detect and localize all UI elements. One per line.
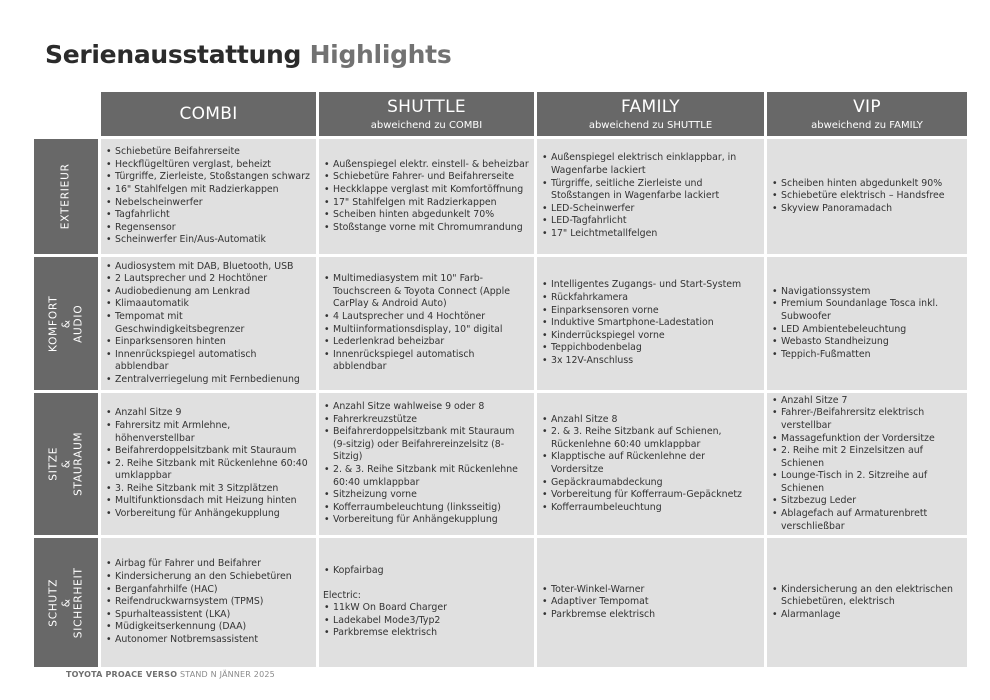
feature-item: • Anzahl Sitze 8 [541, 414, 760, 427]
feature-item: • Fahrersitz mit Armlehne, höhenverstellbar [105, 420, 312, 445]
footer-stand: STAND N JÄNNER 2025 [179, 670, 275, 679]
feature-item: • Tempomat mit Geschwindigkeitsbegrenzer [105, 311, 312, 336]
cell-komfort-audio-vip [767, 257, 967, 390]
cell-exterieur-combi [101, 139, 316, 254]
feature-item: • Innenrückspiegel automatisch abblendbar [323, 349, 530, 374]
column-header-vip [767, 92, 967, 136]
feature-item: • Beifahrerdoppelsitzbank mit Stauraum [105, 445, 312, 458]
row-label-line: KOMFORT [47, 295, 60, 352]
feature-item: • Beifahrerdoppelsitzbank mit Stauraum (9-sitzig) oder Beifahrereinzelsitz (8-Sitzig) [323, 426, 530, 464]
row-label-line: & [59, 598, 72, 607]
feature-item: • Außenspiegel elektrisch einklappbar, in Wagenfarbe lackiert [541, 152, 760, 177]
column-title: FAMILY [621, 96, 680, 117]
feature-item: • Fahrerkreuzstütze [323, 414, 530, 427]
cell-schutz-sicherheit-combi [101, 538, 316, 667]
feature-item: • Türgriffe, seitliche Zierleiste und Stoßstangen in Wagenfarbe lackiert [541, 178, 760, 203]
column-title: VIP [853, 96, 881, 117]
feature-item: • Autonomer Notbremsassistent [105, 634, 312, 647]
feature-item: • Airbag für Fahrer und Beifahrer [105, 558, 312, 571]
feature-item: • 2. & 3. Reihe Sitzbank mit Rückenlehne 60:40 umklappbar [323, 464, 530, 489]
row-label-line: SICHERHEIT [72, 567, 85, 638]
feature-list [323, 273, 530, 374]
feature-item: • Multiinformationsdisplay, 10" digital [323, 324, 530, 337]
feature-item: • Einparksensoren vorne [541, 305, 760, 318]
feature-item: • Rückfahrkamera [541, 292, 760, 305]
cell-komfort-audio-family [537, 257, 764, 390]
column-header-combi [101, 92, 316, 136]
feature-item: • Navigationssystem [771, 286, 963, 299]
feature-list [541, 152, 760, 240]
feature-item: • Zentralverriegelung mit Fernbedienung [105, 374, 312, 387]
feature-item: • Intelligentes Zugangs- und Start-System [541, 279, 760, 292]
feature-item: • Alarmanlage [771, 609, 963, 622]
feature-list [105, 261, 312, 387]
cell-sitze-stauraum-shuttle [319, 393, 534, 535]
feature-item: • Parkbremse elektrisch [541, 609, 760, 622]
feature-item: • Induktive Smartphone-Ladestation [541, 317, 760, 330]
row-label-text [47, 567, 85, 638]
feature-item: • Audiobedienung am Lenkrad [105, 286, 312, 299]
feature-item: • Vorbereitung für Kofferraum-Gepäcknetz [541, 489, 760, 502]
page-footer [66, 670, 275, 679]
feature-item: • Türgriffe, Zierleiste, Stoßstangen schwarz [105, 171, 312, 184]
feature-item: • LED Ambientebeleuchtung [771, 324, 963, 337]
feature-item: • Ablagefach auf Armaturenbrett verschließbar [771, 508, 963, 533]
cell-exterieur-vip [767, 139, 967, 254]
column-title: SHUTTLE [387, 96, 466, 117]
feature-list [771, 584, 963, 622]
cell-sitze-stauraum-combi [101, 393, 316, 535]
feature-item: • Berganfahrhilfe (HAC) [105, 584, 312, 597]
feature-item: • Parkbremse elektrisch [323, 627, 530, 640]
row-label-line: & [59, 459, 72, 469]
feature-item: • Vorbereitung für Anhängekupplung [323, 514, 530, 527]
feature-item: • Schiebetüre Beifahrerseite [105, 146, 312, 159]
row-label-line: SITZE [47, 447, 60, 482]
feature-item: • Kofferraumbeleuchtung (linksseitig) [323, 502, 530, 515]
feature-item: • Müdigkeitserkennung (DAA) [105, 621, 312, 634]
row-label-text [60, 164, 73, 230]
feature-item: • Nebelscheinwerfer [105, 197, 312, 210]
cell-sitze-stauraum-family [537, 393, 764, 535]
feature-item: • Reifendruckwarnsystem (TPMS) [105, 596, 312, 609]
feature-item: • 2. Reihe mit 2 Einzelsitzen auf Schienen [771, 445, 963, 470]
feature-item: • Anzahl Sitze 9 [105, 407, 312, 420]
feature-item: • Scheinwerfer Ein/Aus-Automatik [105, 234, 312, 247]
column-header-family [537, 92, 764, 136]
feature-item: • Spurhalteassistent (LKA) [105, 609, 312, 622]
electric-heading: Electric: [323, 589, 361, 601]
feature-item: • Adaptiver Tempomat [541, 596, 760, 609]
feature-item: • Lederlenkrad beheizbar [323, 336, 530, 349]
feature-item: • Tagfahrlicht [105, 209, 312, 222]
feature-item: • Multifunktionsdach mit Heizung hinten [105, 495, 312, 508]
feature-list [105, 146, 312, 247]
row-label-sitze-stauraum [34, 393, 98, 535]
feature-list [541, 584, 760, 622]
cell-komfort-audio-shuttle [319, 257, 534, 390]
feature-item: • 4 Lautsprecher und 4 Hochtöner [323, 311, 530, 324]
column-title: COMBI [179, 104, 238, 124]
feature-item: • Teppich-Fußmatten [771, 349, 963, 362]
feature-item: • Kindersicherung an den Schiebetüren [105, 571, 312, 584]
feature-item: • LED-Scheinwerfer [541, 203, 760, 216]
feature-item: • Skyview Panoramadach [771, 203, 963, 216]
feature-item: • Kopfairbag [323, 565, 530, 578]
feature-item: • Scheiben hinten abgedunkelt 70% [323, 209, 530, 222]
feature-item: • Klapptische auf Rückenlehne der Vordersitze [541, 451, 760, 476]
feature-item: • Heckflügeltüren verglast, beheizt [105, 159, 312, 172]
feature-item: • Regensensor [105, 222, 312, 235]
feature-item: • Anzahl Sitze 7 [771, 395, 963, 408]
title-accent: Highlights [309, 40, 452, 69]
feature-item: • Innenrückspiegel automatisch abblendbar [105, 349, 312, 374]
feature-item: • Massagefunktion der Vordersitze [771, 433, 963, 446]
feature-list [323, 401, 530, 527]
title-main: Serienausstattung [45, 40, 302, 69]
feature-item: • Schiebetüre elektrisch – Handsfree [771, 190, 963, 203]
row-label-line: SCHUTZ [47, 578, 60, 627]
feature-item: • 2. & 3. Reihe Sitzbank auf Schienen, Rückenlehne 60:40 umklappbar [541, 426, 760, 451]
feature-item: • Premium Soundanlage Tosca inkl. Subwoofer [771, 298, 963, 323]
feature-item: • Vorbereitung für Anhängekupplung [105, 508, 312, 521]
feature-list [771, 178, 963, 216]
feature-item: • Ladekabel Mode3/Typ2 [323, 615, 530, 628]
feature-item: • Stoßstange vorne mit Chromumrandung [323, 222, 530, 235]
column-subtitle: abweichend zu SHUTTLE [588, 119, 713, 131]
feature-item: • Heckklappe verglast mit Komfortöffnung [323, 184, 530, 197]
feature-item: • Gepäckraumabdeckung [541, 477, 760, 490]
cell-exterieur-family [537, 139, 764, 254]
feature-item: • Einparksensoren hinten [105, 336, 312, 349]
feature-list [771, 286, 963, 362]
row-label-schutz-sicherheit [34, 538, 98, 667]
table-corner [34, 92, 98, 136]
row-label-line: STAURAUM [72, 431, 85, 497]
cell-schutz-sicherheit-family [537, 538, 764, 667]
feature-item: • 2 Lautsprecher und 2 Hochtöner [105, 273, 312, 286]
page-title [45, 40, 451, 69]
feature-item: • 3. Reihe Sitzbank mit 3 Sitzplätzen [105, 483, 312, 496]
equipment-table [34, 92, 965, 667]
feature-list [323, 565, 530, 578]
cell-komfort-audio-combi [101, 257, 316, 390]
feature-item: • 2. Reihe Sitzbank mit Rückenlehne 60:40 umklappbar [105, 458, 312, 483]
feature-list [541, 279, 760, 367]
feature-item: • Außenspiegel elektr. einstell- & beheizbar [323, 159, 530, 172]
feature-item: • Sitzheizung vorne [323, 489, 530, 502]
feature-item: • Schiebetüre Fahrer- und Beifahrerseite [323, 171, 530, 184]
feature-item: • Kinderrückspiegel vorne [541, 330, 760, 343]
row-label-line: EXTERIEUR [59, 163, 72, 230]
row-label-text [47, 295, 85, 352]
spacer [323, 578, 530, 590]
feature-item: • Multimediasystem mit 10" Farb-Touchscreen & Toyota Connect (Apple CarPlay & Android Auto) [323, 273, 530, 311]
column-header-shuttle [319, 92, 534, 136]
feature-list [771, 395, 963, 534]
cell-schutz-sicherheit-shuttle [319, 538, 534, 667]
row-label-komfort-audio [34, 257, 98, 390]
feature-item: • Toter-Winkel-Warner [541, 584, 760, 597]
feature-item: • Kindersicherung an den elektrischen Schiebetüren, elektrisch [771, 584, 963, 609]
feature-item: • Kofferraumbeleuchtung [541, 502, 760, 515]
cell-schutz-sicherheit-vip [767, 538, 967, 667]
feature-item: • Audiosystem mit DAB, Bluetooth, USB [105, 261, 312, 274]
column-subtitle: abweichend zu COMBI [370, 119, 483, 131]
cell-sitze-stauraum-vip [767, 393, 967, 535]
feature-item: • Anzahl Sitze wahlweise 9 oder 8 [323, 401, 530, 414]
row-label-text [47, 432, 85, 496]
feature-item: • Fahrer-/Beifahrersitz elektrisch verstellbar [771, 407, 963, 432]
electric-feature-list [323, 602, 530, 640]
feature-list [541, 414, 760, 515]
feature-item: • Lounge-Tisch in 2. Sitzreihe auf Schienen [771, 470, 963, 495]
feature-item: • Webasto Standheizung [771, 336, 963, 349]
feature-list [105, 407, 312, 520]
cell-exterieur-shuttle [319, 139, 534, 254]
feature-item: • Teppichbodenbelag [541, 342, 760, 355]
feature-item: • LED-Tagfahrlicht [541, 215, 760, 228]
row-label-line: AUDIO [72, 304, 85, 343]
feature-item: • 3x 12V-Anschluss [541, 355, 760, 368]
feature-item: • 17" Stahlfelgen mit Radzierkappen [323, 197, 530, 210]
feature-item: • Sitzbezug Leder [771, 495, 963, 508]
feature-list [105, 558, 312, 646]
feature-item: • 16" Stahlfelgen mit Radzierkappen [105, 184, 312, 197]
column-subtitle: abweichend zu FAMILY [811, 119, 923, 131]
row-label-exterieur [34, 139, 98, 254]
row-label-line: & [59, 319, 72, 328]
feature-item: • 17" Leichtmetallfelgen [541, 228, 760, 241]
feature-list [323, 159, 530, 235]
feature-item: • 11kW On Board Charger [323, 602, 530, 615]
feature-item: • Klimaautomatik [105, 298, 312, 311]
footer-brand: TOYOTA PROACE VERSO [66, 670, 178, 679]
feature-item: • Scheiben hinten abgedunkelt 90% [771, 178, 963, 191]
